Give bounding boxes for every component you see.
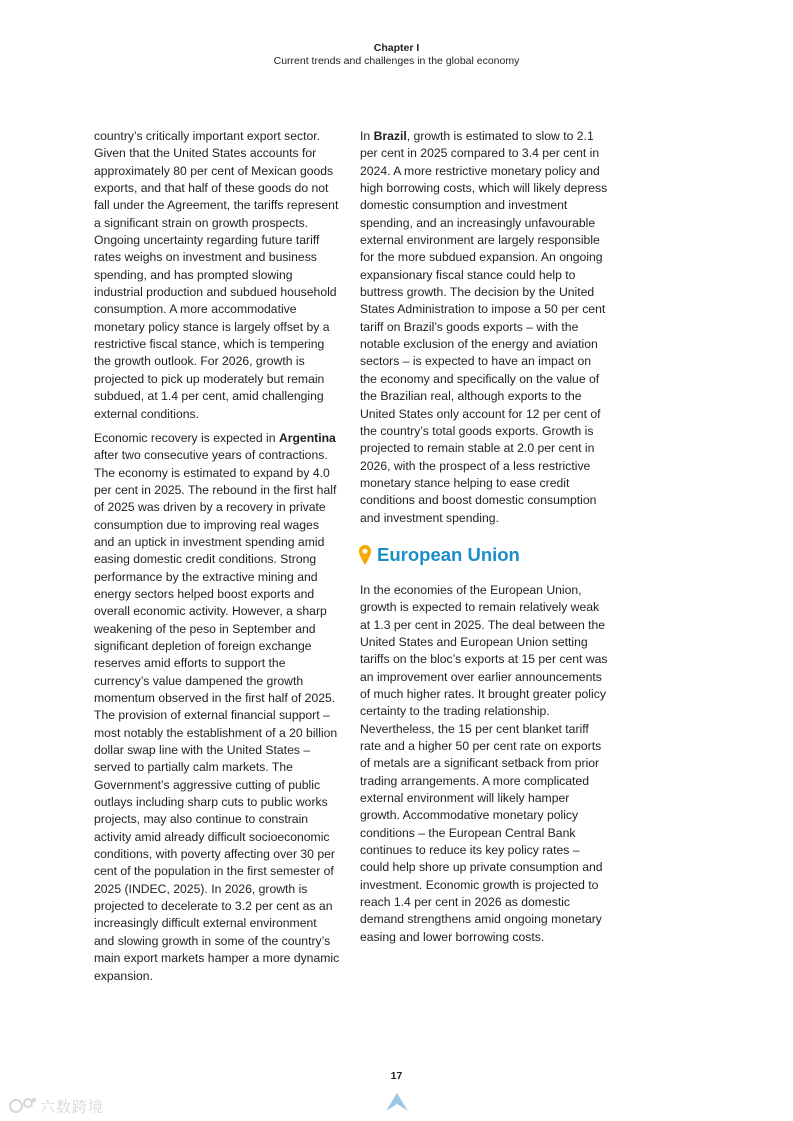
right-column [360, 128, 610, 946]
mexico-paragraph: country’s critically important export sector. Given that the United States accounts for approximately 80 per cent of Mexican goods exports, and that half of these goods do not fall under the Agreement, the tariffs represent a significant strain on growth prospects. Ongoing uncertainty regarding future tariff rates weighs on investment and business spending, and has prompted slowing industrial production and subdued household consumption. A more accommodative monetary policy stance is largely offset by a restrictive fiscal stance, which is tempering the growth outlook. For 2026, growth is projected to pick up moderately but remain subdued, at 1.4 per cent, amid challenging external conditions. [94, 129, 339, 421]
section-title: European Union [377, 543, 520, 565]
watermark-logo-icon [8, 1094, 38, 1116]
page-number: 17 [390, 1070, 403, 1082]
brazil-body: , growth is estimated to slow to 2.1 per cent in 2025 compared to 3.4 per cent in 2024. A more restrictive monetary policy and high borrowing costs, which will likely depress domestic consumption and investment spending, and an increasingly unfavourable external environment are largely responsible for the more subdued expansion. An ongoing expansionary fiscal stance could help to buttress growth. The decision by the United States Administration to impose a 50 per cent tariff on Brazil’s goods exports – with the notable exclusion of the energy and aviation sectors – is expected to have an impact on the economy and specifically on the value of the Brazilian real, although exports to the United States only account for 12 per cent of the country’s total goods exports. Growth is projected to remain stable at 2.0 per cent in 2026, with the prospect of a less restrictive monetary stance helping to ease credit conditions and boost domestic consumption and investment spending. [360, 129, 608, 525]
chapter-subtitle: Current trends and challenges in the global economy [273, 55, 520, 67]
argentina-body: after two consecutive years of contractions. The economy is estimated to expand by 4.0 per cent in 2025. The rebound in the first half of 2025 was driven by a recovery in private consumption due to improving real wages and an uptick in investment spending amid easing domestic credit conditions. Strong performance by the extractive mining and energy sectors helped boost exports and overall economic activity. However, a sharp weakening of the peso in September and significant depletion of foreign exchange reserves amid efforts to support the currency’s value dampened the growth momentum observed in the first half of 2025. The provision of external financial support – most notably the establishment of a 20 billion dollar swap line with the United States – served to partially calm markets. The Government’s aggressive cutting of public outlays including sharp cuts to public works projects, may also continue to constrain activity amid already difficult socioeconomic conditions, with poverty affecting over 30 per cent of the population in the first semester of 2025 (INDEC, 2025). In 2026, growth is projected to decelerate to 3.2 per cent as an increasingly difficult external environment and slowing growth in some of the country’s main export markets hamper a more dynamic expansion. [94, 448, 340, 983]
argentina-country: Argentina [278, 430, 336, 445]
left-column [94, 128, 340, 985]
eu-paragraph: In the economies of the European Union, growth is expected to remain relatively weak at 1.3 per cent in 2025. The deal between the United States and European Union setting tariffs on the bloc’s exports at 15 per cent was an improvement over earlier announcements of much higher rates. It brought greater policy certainty to the trading relationship. Nevertheless, the 15 per cent blanket tariff rate and a higher 50 per cent rate on exports of metals are a significant setback from prior trading arrangements. A more complicated external environment will likely hamper growth. Accommodative monetary policy conditions – the European Central Bank continues to reduce its key policy rates – could help shore up private consumption and investment. Economic growth is projected to reach 1.4 per cent in 2026 as domestic demand strengthens amid ongoing monetary easing and lower borrowing costs. [360, 582, 608, 944]
brazil-paragraph [360, 128, 610, 527]
argentina-intro: Economic recovery is expected in [94, 430, 276, 445]
brazil-intro: In [360, 129, 374, 143]
watermark-text: 六数跨境 [40, 1099, 105, 1116]
chevron-up-icon[interactable] [384, 1089, 410, 1115]
chapter-label: Chapter I [373, 42, 420, 54]
section-heading [358, 544, 610, 566]
brazil-country: Brazil [373, 129, 407, 143]
page-header [0, 42, 793, 68]
map-pin-icon [358, 544, 372, 566]
argentina-paragraph [94, 430, 340, 985]
